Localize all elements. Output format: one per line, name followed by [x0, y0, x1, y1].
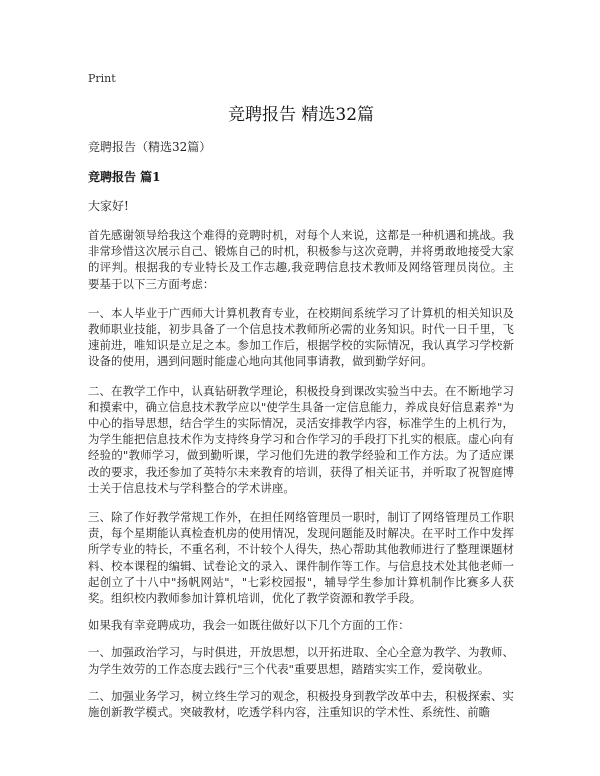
- page-title: 竞聘报告 精选32篇: [227, 105, 375, 125]
- paragraph-point-three: 三、除了作好教学常规工作外，在担任网络管理员一职时，制订了网络管理员工作职责，每个星期能认真检查机房的使用情况，发现问题能及时解决。在平时工作中发挥所学专业的特长，不重名利，不计较个人得失，热心帮助其他教师进行了整理课题材料、校本课程的编辑、试卷论文的录入、课件制作等工作。与信息技术处其他老师一起创立了十八中"扬帆网站"，"七彩校园报"，辅导学生参加计算机制作比赛多人获奖。组织校内教师参加计算机培训，优化了教学资源和教学手段。: [88, 510, 514, 606]
- paragraph-point-one: 一、本人毕业于广西师大计算机教育专业，在校期间系统学习了计算机的相关知识及教师职业技能，初步具备了一个信息技术教师所必需的业务知识。时代一日千里，飞速前进，唯知识是立足之本。参加工作后，根据学校的实际情况，我认真学习学校新设备的使用，遇到问题时能虚心地向其他同事请教，做到勤学好问。: [88, 305, 514, 369]
- paragraph-if-successful: 如果我有幸竞聘成功，我会一如既往做好以下几个方面的工作：: [88, 618, 410, 633]
- print-label: Print: [88, 72, 116, 85]
- paragraph-point-two: 二、在教学工作中，认真钻研教学理论，积极投身到课改实验当中去。在不断地学习和摸索中，确立信息技术教学应以"使学生具备一定信息能力，养成良好信息素养"为中心的指导思想，结合学生的实际情况，灵活安排教学内容，标准学生的上机行为，为学生能把信息技术作为支持终身学习和合作学习的手段打下扎实的根底。虚心向有经验的"教师学习，做到勤听课，学习他们先进的教学经验和工作方法。为了适应课改的要求，我还参加了英特尔未来教育的培训，获得了相关证书，并听取了祝智庭博士关于信息技术与学科整合的学术讲座。: [88, 383, 514, 495]
- paragraph-plan-one: 一、加强政治学习，与时俱进，开放思想，以开拓进取、全心全意为教学、为教师、为学生效劳的工作态度去践行"三个代表"重要思想，踏踏实实工作，爱岗敬业。: [88, 645, 514, 676]
- paragraph-intro: 首先感谢领导给我这个难得的竞聘时机，对每个人来说，这都是一种机遇和挑战。我非常珍惜这次展示自己、锻炼自己的时机，积极参与这次竞聘，并将勇敢地接受大家的评判。根据我的专业特长及工作志趣,我竞聘信息技术教师及网络管理员岗位。主要基于以下三方面考虑：: [88, 228, 514, 291]
- document-subtitle: 竞聘报告（精选32篇）: [88, 140, 212, 154]
- greeting: 大家好!: [88, 199, 129, 213]
- paragraph-plan-two: 二、加强业务学习，树立终生学习的观念，积极投身到教学改革中去，积极探索、实施创新教学模式。突破教材，吃透学科内容，注重知识的学术性、系统性、前瞻: [88, 688, 514, 720]
- section-heading: 竞聘报告 篇1: [88, 170, 161, 184]
